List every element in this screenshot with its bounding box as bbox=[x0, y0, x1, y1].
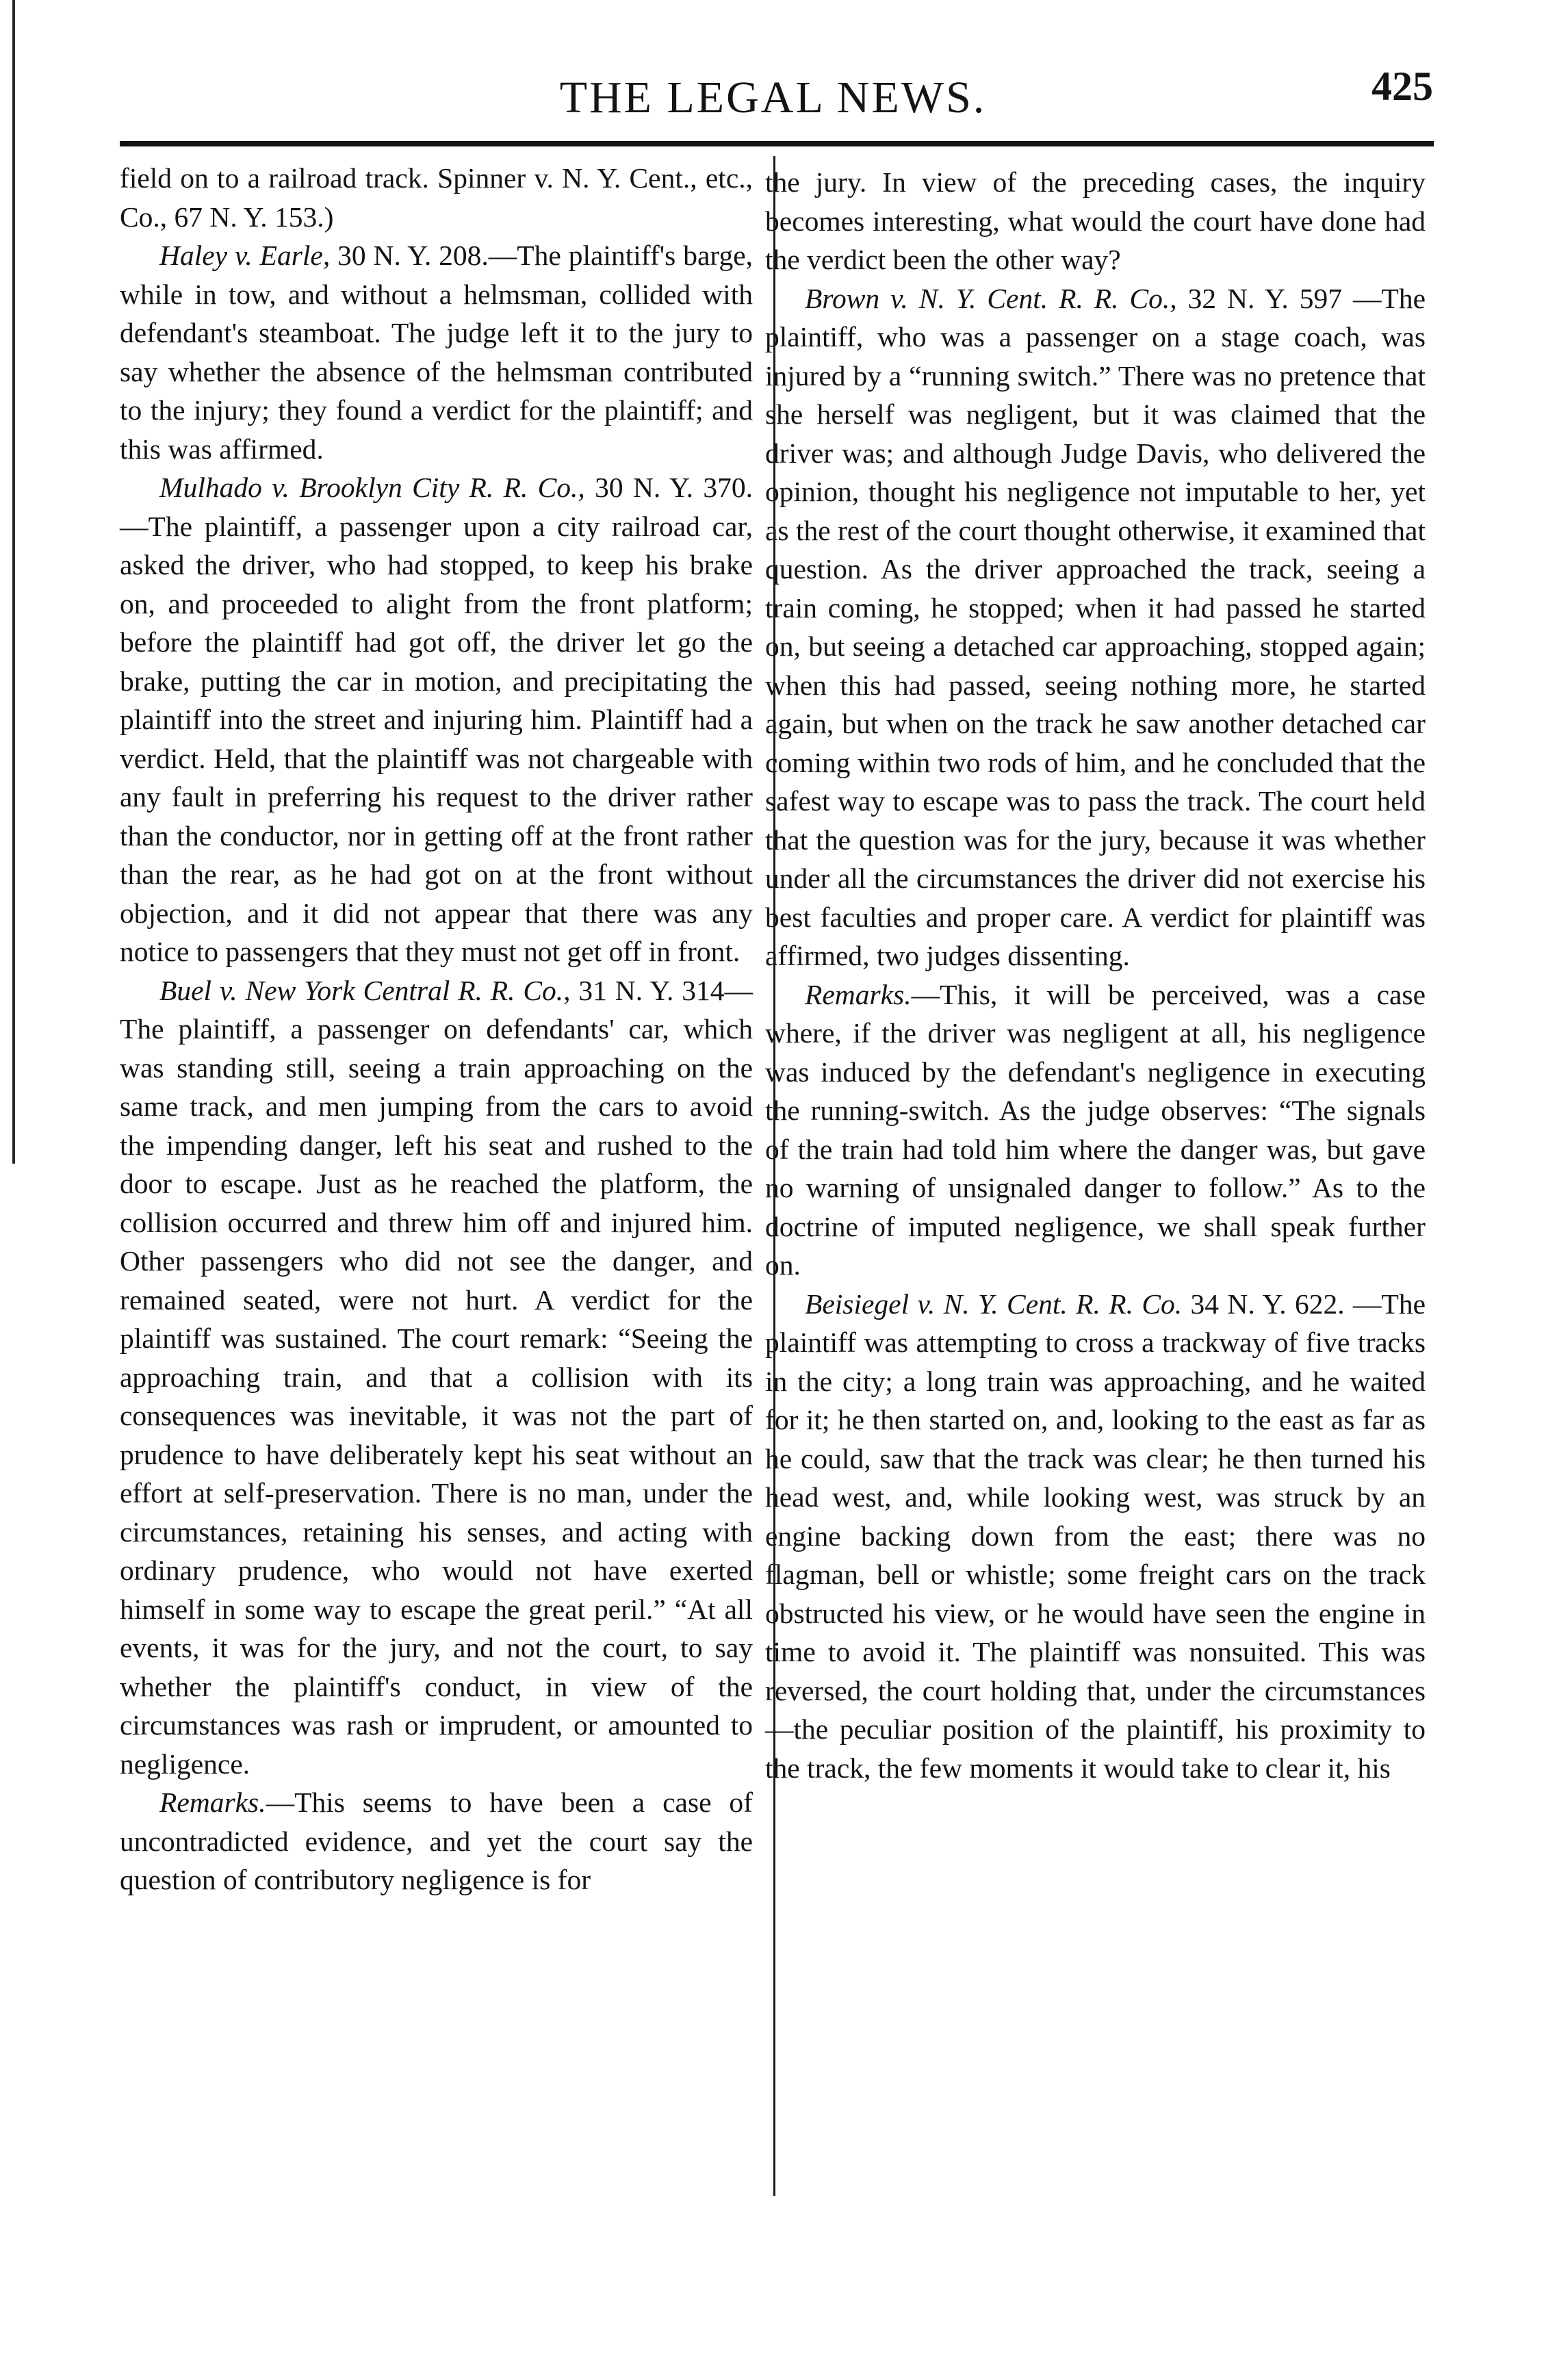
page-title: THE LEGAL NEWS. bbox=[559, 73, 987, 123]
scan-edge-line bbox=[12, 0, 15, 1164]
paragraph bbox=[765, 279, 1426, 975]
page-number: 425 bbox=[1371, 64, 1433, 109]
paragraph-text: field on to a railroad track. Spinner v. N. Y. Cent., etc., Co., 67 N. Y. 153.) bbox=[120, 162, 753, 233]
paragraph bbox=[120, 236, 753, 468]
case-name: Beisiegel v. N. Y. Cent. R. R. Co. bbox=[805, 1288, 1183, 1320]
paragraph-text: —This seems to have been a case of uncontradicted evidence, and yet the court say the question of contributory negligence is for bbox=[120, 1787, 753, 1895]
case-name: Haley v. Earle, bbox=[159, 240, 331, 271]
paragraph bbox=[765, 163, 1426, 279]
case-name: Remarks. bbox=[805, 978, 912, 1010]
right-column bbox=[765, 163, 1426, 1787]
case-name: Buel v. New York Central R. R. Co., bbox=[159, 974, 571, 1006]
paragraph-text: 32 N. Y. 597 —The plaintiff, who was a passenger on a stage coach, was injured by a “running switch.” There was no pretence that she herself was negligent, but it was claimed that the driver was; and although Judge Davis, who delivered the opinion, thought his negligence not imputable to her, yet as the rest of the court thought otherwise, it examined that question. As the driver approached the track, seeing a train coming, he stopped; when it had passed he started on, but seeing a detached car approaching, stopped again; when this had passed, seeing nothing more, he started again, but when on the track he saw another detached car coming within two rods of him, and he concluded that the safest way to escape was to pass the track. The court held that the question was for the jury, because it was whether under all the circumstances the driver did not exercise his best faculties and proper care. A verdict for plaintiff was affirmed, two judges dissenting. bbox=[765, 282, 1426, 971]
paragraph-text: 30 N. Y. 370.—The plaintiff, a passenger upon a city railroad car, asked the driver, who had stopped, to keep his brake on, and proceeded to alight from the front platform; before the plaintiff had got off, the driver let go the brake, putting the car in motion, and precipitating the plaintiff into the street and injuring him. Plaintiff had a verdict. Held, that the plaintiff was not chargeable with any fault in preferring his request to the driver rather than the conductor, nor in getting off at the front rather than the rear, as he had got on at the front without objection, and it did not appear that there was any notice to passengers that they must not get off in front. bbox=[120, 472, 753, 967]
header-rule bbox=[120, 141, 1434, 146]
paragraph-text: 34 N. Y. 622. —The plaintiff was attempting to cross a trackway of five tracks in the city; a long train was approaching, and he waited for it; he then started on, and, looking to the east as far as he could, saw that the track was clear; he then turned his head west, and, while looking west, was struck by an engine backing down from the east; there was no flagman, bell or whistle; some freight cars on the track obstructed his view, or he would have seen the engine in time to avoid it. The plaintiff was nonsuited. This was reversed, the court holding that, under the circumstances—the peculiar position of the plaintiff, his proximity to the track, the few moments it would take to clear it, his bbox=[765, 1288, 1426, 1784]
paragraph-text: —This, it will be perceived, was a case where, if the driver was negligent at all, his negligence was induced by the defendant's negligence in executing the running-switch. As the judge observes: “The signals of the train had told him where the danger was, but gave no warning of unsignaled danger to follow.” As to the doctrine of imputed negligence, we shall speak further on. bbox=[765, 978, 1426, 1281]
left-column bbox=[120, 159, 753, 1899]
paragraph bbox=[120, 468, 753, 971]
case-name: Brown v. N. Y. Cent. R. R. Co., bbox=[805, 282, 1177, 314]
paragraph bbox=[120, 159, 753, 236]
paragraph-text: the jury. In view of the preceding cases, the inquiry becomes interesting, what would the court have done had the verdict been the other way? bbox=[765, 166, 1426, 275]
paragraph bbox=[765, 1285, 1426, 1788]
paragraph bbox=[765, 975, 1426, 1285]
paragraph-text: 31 N. Y. 314—The plaintiff, a passenger on defendants' car, which was standing still, seeing a train approaching on the same track, and men jumping from the cars to avoid the impending danger, left his seat and rushed to the door to escape. Just as he reached the platform, the collision occurred and threw him off and injured him. Other passengers who did not see the danger, and remained seated, were not hurt. A verdict for the plaintiff was sustained. The court remark: “Seeing the approaching train, and that a collision with its consequences was inevitable, it was not the part of prudence to have deliberately kept his seat without an effort at self-preservation. There is no man, under the circumstances, retaining his senses, and acting with ordinary prudence, who would not have exerted himself in some way to escape the great peril.” “At all events, it was for the jury, and not the court, to say whether the plaintiff's conduct, in view of the circumstances was rash or imprudent, or amounted to negligence. bbox=[120, 974, 753, 1780]
case-name: Remarks. bbox=[159, 1787, 266, 1818]
case-name: Mulhado v. Brooklyn City R. R. Co., bbox=[159, 472, 585, 503]
paragraph bbox=[120, 1783, 753, 1899]
paragraph-text: 30 N. Y. 208.—The plaintiff's barge, while in tow, and without a helmsman, collided with defendant's steamboat. The judge left it to the jury to say whether the absence of the helmsman contributed to the injury; they found a verdict for the plaintiff; and this was affirmed. bbox=[120, 240, 753, 465]
paragraph bbox=[120, 971, 753, 1784]
